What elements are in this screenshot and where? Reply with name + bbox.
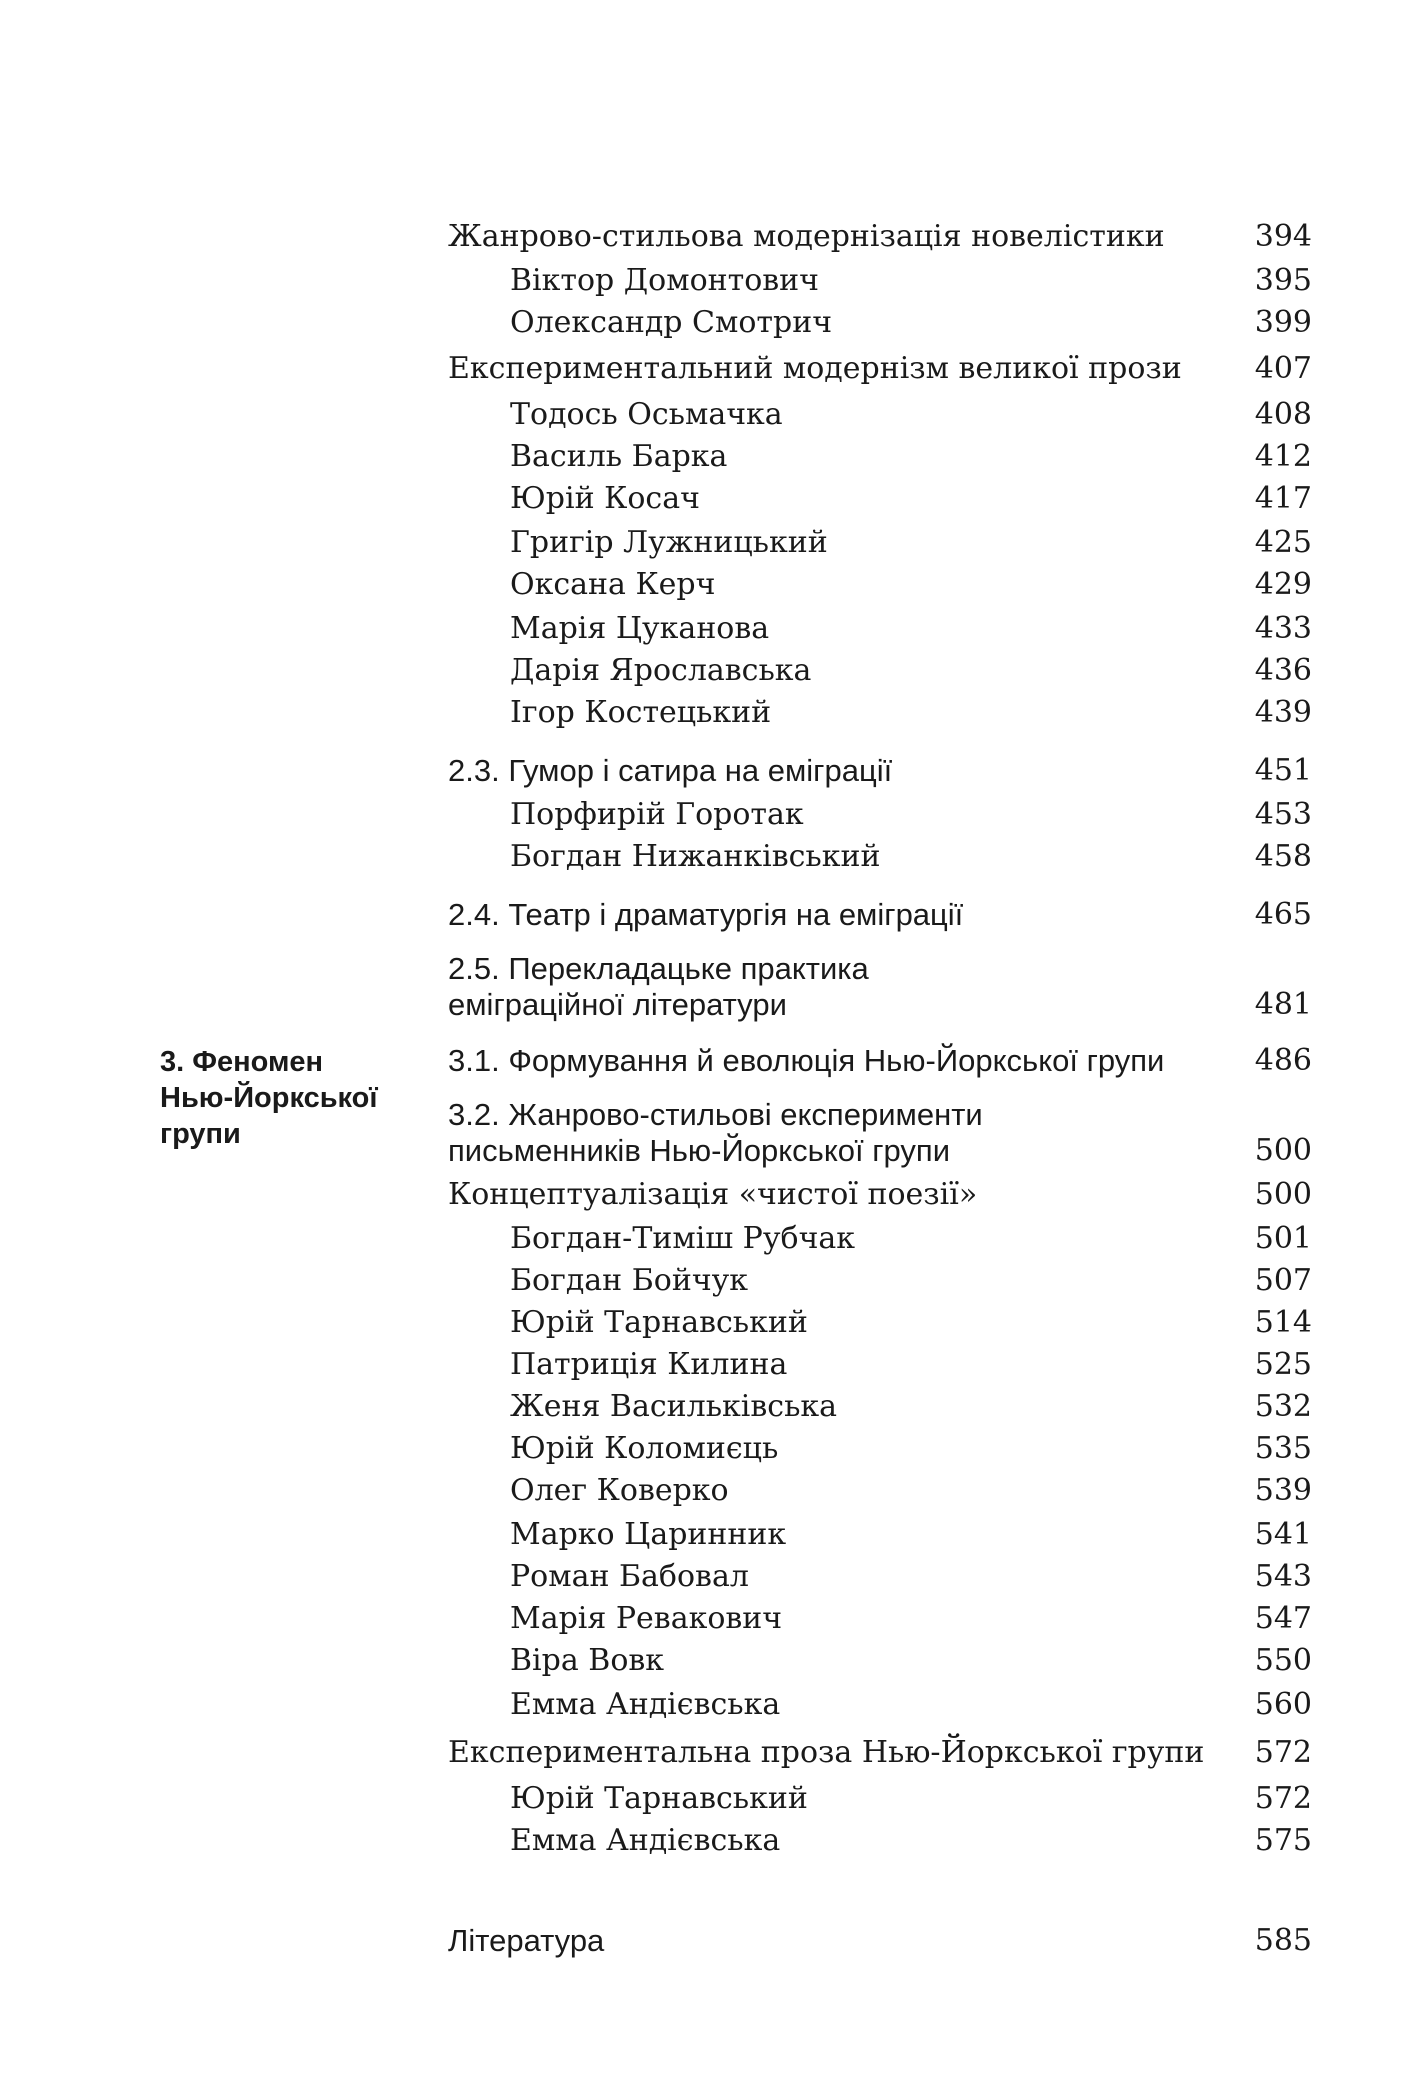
toc-entry-title: Оксана Керч: [510, 567, 716, 602]
toc-entry: [448, 262, 1312, 300]
toc-entry-page-number: 394: [1254, 219, 1312, 254]
toc-entry-title: Марія Цуканова: [510, 611, 770, 646]
toc-entry-title: Женя Васильківська: [510, 1389, 838, 1424]
toc-entry-title: Олександр Смотрич: [510, 305, 833, 340]
toc-entry: [448, 524, 1312, 562]
toc-entry-page-number: 507: [1254, 1263, 1312, 1298]
toc-entry-page-number: 433: [1254, 611, 1312, 646]
toc-entry-page-number: 417: [1254, 481, 1312, 516]
toc-entry-page-number: 486: [1254, 1043, 1312, 1078]
toc-entry-page-number: 550: [1254, 1643, 1312, 1678]
toc-entry-title: Григір Лужницький: [510, 525, 828, 560]
toc-entry-page-number: 500: [1254, 1177, 1312, 1212]
toc-entry: [448, 1430, 1312, 1468]
toc-entry: [448, 350, 1312, 388]
toc-entry: [448, 1558, 1312, 1596]
toc-entry-title: Література: [448, 1923, 605, 1958]
toc-entry: [448, 1096, 1312, 1168]
toc-entry-title: Олег Коверко: [510, 1473, 729, 1508]
toc-entry-title-line2: письменників Нью-Йоркської групи: [448, 1133, 951, 1168]
toc-entry-page-number: 575: [1254, 1823, 1312, 1858]
toc-entry-title: Експериментальний модернізм великої прози: [448, 351, 1182, 386]
toc-entry-title: Марко Царинник: [510, 1517, 787, 1552]
toc-entry-title: Емма Андієвська: [510, 1687, 781, 1722]
toc-entry-title: Ігор Костецький: [510, 695, 772, 730]
toc-entry-title: 3.1. Формування й еволюція Нью-Йоркської групи: [448, 1043, 1165, 1078]
toc-entry-page-number: 532: [1254, 1389, 1312, 1424]
toc-entry-page-number: 560: [1254, 1687, 1312, 1722]
toc-entry-page-number: 407: [1254, 351, 1312, 386]
toc-entry-page-number: 399: [1254, 305, 1312, 340]
toc-entry: [448, 752, 1312, 790]
toc-entry-title: Патриція Килина: [510, 1347, 788, 1382]
toc-entry: [448, 1042, 1312, 1080]
toc-entry-page-number: 408: [1254, 397, 1312, 432]
toc-entry: [448, 896, 1312, 934]
toc-entry-page-number: 539: [1254, 1473, 1312, 1508]
toc-entry: [448, 1388, 1312, 1426]
toc-entry-page-number: 535: [1254, 1431, 1312, 1466]
toc-entry: [448, 1642, 1312, 1680]
toc-entry-title: Віра Вовк: [510, 1643, 665, 1678]
toc-entry-page-number: 525: [1254, 1347, 1312, 1382]
toc-entry: [448, 1304, 1312, 1342]
toc-entry-title: Концептуалізація «чистої поезії»: [448, 1177, 978, 1212]
toc-entry: [448, 396, 1312, 434]
toc-entry: [448, 694, 1312, 732]
toc-entry-title: Порфирій Горотак: [510, 797, 804, 832]
toc-entry: [448, 610, 1312, 648]
toc-entry-page-number: 543: [1254, 1559, 1312, 1594]
toc-entry-page-number: 425: [1254, 525, 1312, 560]
toc-entry: [448, 1472, 1312, 1510]
toc-entry-title: Тодось Осьмачка: [510, 397, 783, 432]
toc-entry-page-number: 453: [1254, 797, 1312, 832]
toc-entry-title: 2.4. Театр і драматургія на еміграції: [448, 897, 964, 932]
toc-entry: [448, 566, 1312, 604]
toc-entry-page-number: 501: [1254, 1221, 1312, 1256]
toc-entry-title: Юрій Тарнавський: [510, 1781, 808, 1816]
toc-entry-title: Емма Андієвська: [510, 1823, 781, 1858]
toc-entry-page-number: 451: [1254, 753, 1312, 788]
toc-entry: [448, 1176, 1312, 1214]
toc-entry-page-number: 547: [1254, 1601, 1312, 1636]
toc-entry: [448, 1686, 1312, 1724]
toc-entry: [448, 218, 1312, 256]
toc-entry-title: Дарія Ярославська: [510, 653, 812, 688]
toc-entry-page-number: 439: [1254, 695, 1312, 730]
toc-entry-page-number: 465: [1254, 897, 1312, 932]
toc-entry-title-line2: еміграційної літератури: [448, 987, 787, 1022]
toc-entry-page-number: 412: [1254, 439, 1312, 474]
toc-entry-title: 2.5. Перекладацьке практика: [448, 951, 869, 986]
toc-entry: [448, 480, 1312, 518]
toc-entry-title: Юрій Коломиєць: [510, 1431, 779, 1466]
toc-entry-page-number: 500: [1254, 1133, 1312, 1168]
toc-entry-title: Марія Ревакович: [510, 1601, 783, 1636]
toc-entry-page-number: 572: [1254, 1735, 1312, 1770]
toc-entry-title: 2.3. Гумор і сатира на еміграції: [448, 753, 893, 788]
toc-entry-title: Богдан-Тиміш Рубчак: [510, 1221, 856, 1256]
toc-entry-title: Богдан Бойчук: [510, 1263, 749, 1298]
toc-entry-page-number: 514: [1254, 1305, 1312, 1340]
toc-entry-title: Жанрово-стильова модернізація новелістики: [448, 219, 1165, 254]
toc-entry-page-number: 395: [1254, 263, 1312, 298]
toc-entry: [448, 304, 1312, 342]
toc-entry-page-number: 429: [1254, 567, 1312, 602]
toc-entry-title: Василь Барка: [510, 439, 728, 474]
toc-entry: [448, 1262, 1312, 1300]
toc-entry: [448, 1600, 1312, 1638]
toc-entry-title: Юрій Косач: [510, 481, 700, 516]
toc-entry: [448, 950, 1312, 1022]
toc-entry: [448, 1822, 1312, 1860]
toc-entry-title: Експериментальна проза Нью-Йоркської групи: [448, 1735, 1205, 1770]
toc-entry: [448, 438, 1312, 476]
toc-entry-page-number: 572: [1254, 1781, 1312, 1816]
toc-entry: [448, 1734, 1312, 1772]
toc-entry-page-number: 481: [1254, 987, 1312, 1022]
toc-entry: [448, 838, 1312, 876]
part-heading: 3. Феномен Нью-Йоркської групи: [160, 1046, 378, 1150]
toc-entry: [448, 1346, 1312, 1384]
toc-entry-page-number: 541: [1254, 1517, 1312, 1552]
toc-entry-page-number: 585: [1254, 1923, 1312, 1958]
toc-entry-title: Богдан Нижанківський: [510, 839, 881, 874]
toc-entry: [448, 796, 1312, 834]
toc-entry: [448, 1922, 1312, 1960]
toc-entry-title: 3.2. Жанрово-стильові експерименти: [448, 1097, 983, 1132]
toc-entry: [448, 1780, 1312, 1818]
toc-entry: [448, 1516, 1312, 1554]
toc-entry: [448, 652, 1312, 690]
toc-entry-page-number: 436: [1254, 653, 1312, 688]
toc-entry-page-number: 458: [1254, 839, 1312, 874]
toc-entry-title: Роман Бабовал: [510, 1559, 749, 1594]
toc-entry-title: Юрій Тарнавський: [510, 1305, 808, 1340]
toc-entry: [448, 1220, 1312, 1258]
toc-entry-title: Віктор Домонтович: [510, 263, 820, 298]
